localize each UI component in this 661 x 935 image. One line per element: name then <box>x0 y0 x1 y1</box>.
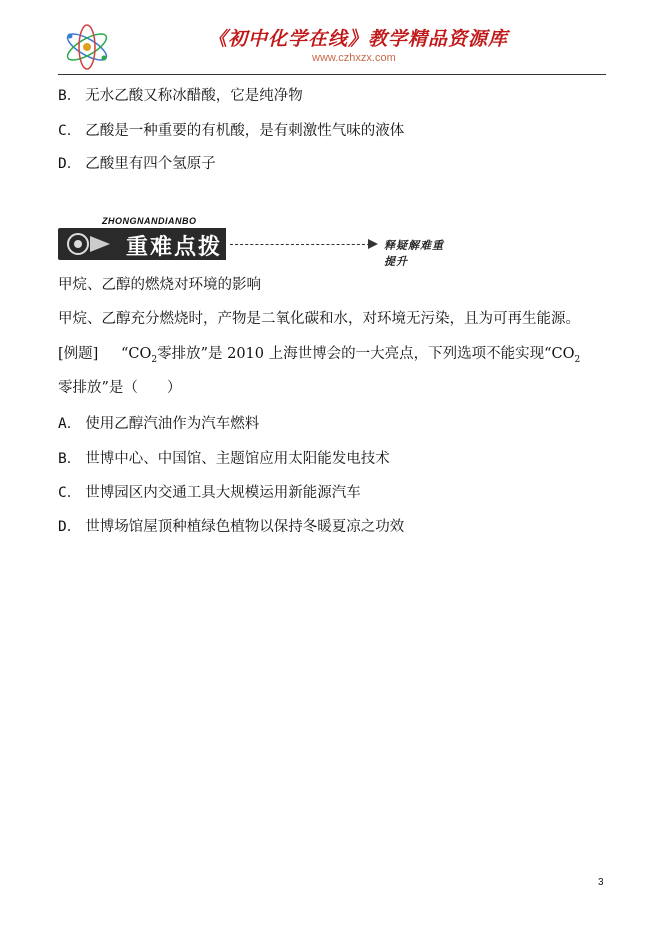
section-banner <box>58 214 450 268</box>
header-url: www.czhxzx.com <box>312 52 396 64</box>
atom-logo-icon <box>62 22 112 72</box>
arrow-right-icon <box>368 239 378 249</box>
section-heading: 甲烷、乙醇的燃烧对环境的影响 <box>58 277 261 293</box>
example-line-1: [例题] “$CO_2$零排放”是 2010 上海世博会的一大亮点，下列选项不能实现“$CO_2$ <box>58 346 581 365</box>
page-number: 3 <box>598 877 604 888</box>
banner-title: 重难点拨 <box>126 235 223 260</box>
header-title: 《初中化学在线》教学精品资源库 <box>208 28 509 50</box>
option-b: B． 无水乙酸又称冰醋酸，它是纯净物 <box>58 88 303 104</box>
page-header <box>58 14 606 74</box>
example-line-2: 零排放”是（ ） <box>58 380 182 396</box>
banner-subtitle: 释疑解难重提升 <box>384 239 444 268</box>
option-d: D． 世博场馆屋顶种植绿色植物以保持冬暖夏凉之功效 <box>58 519 405 535</box>
option-d: D． 乙酸里有四个氢原子 <box>58 156 216 172</box>
option-c: C． 乙酸是一种重要的有机酸，是有刺激性气味的液体 <box>58 123 405 139</box>
example-label: [例题] <box>58 346 99 362</box>
option-c: C． 世博园区内交通工具大规模运用新能源汽车 <box>58 485 361 501</box>
option-a: A． 使用乙醇汽油作为汽车燃料 <box>58 416 260 432</box>
banner-deco-icon <box>64 230 118 258</box>
banner-dashed-line <box>230 244 370 245</box>
banner-english: ZHONGNANDIANBO <box>102 216 197 226</box>
option-b: B． 世博中心、中国馆、主题馆应用太阳能发电技术 <box>58 451 390 467</box>
header-divider <box>58 74 606 75</box>
section-paragraph: 甲烷、乙醇充分燃烧时，产物是二氧化碳和水，对环境无污染，且为可再生能源。 <box>58 311 580 327</box>
